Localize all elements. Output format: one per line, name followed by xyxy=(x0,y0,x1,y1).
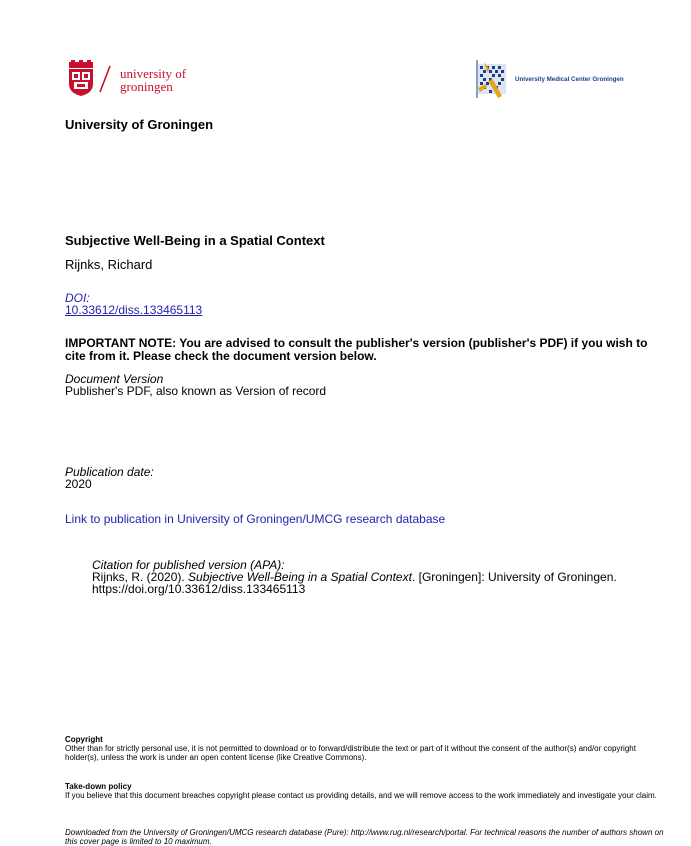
rug-logo-line1: university of xyxy=(120,66,187,81)
citation-text xyxy=(92,571,652,595)
takedown-text: If you believe that this document breaches copyright please contact us providing details, and we will remove access to the work immediately and investigate your claim. xyxy=(65,791,657,800)
umcg-logo-text: University Medical Center Groningen xyxy=(515,76,624,83)
copyright-text: Other than for strictly personal use, it is not permitted to download or to forward/distribute the text or part of it without the consent of the author(s) and/or copyright holder(s), unless the work is under an open content license (like Creative Commons). xyxy=(65,744,636,762)
citation-publisher: . [Groningen]: University of Groningen. xyxy=(411,570,617,584)
download-footer: Downloaded from the University of Groningen/UMCG research database (Pure): http://www.rug.nl/research/portal. For technical reasons the number of authors shown on this cover page is limited to 10 maximum. xyxy=(65,828,664,846)
rug-slash-icon xyxy=(98,64,112,94)
document-title: Subjective Well-Being in a Spatial Context xyxy=(65,233,325,248)
citation-title: Subjective Well-Being in a Spatial Context xyxy=(188,570,412,584)
publication-date-label: Publication date: xyxy=(65,465,154,479)
rug-logo-line2: groningen xyxy=(120,79,173,94)
document-version-label: Document Version xyxy=(65,372,164,386)
copyright-heading: Copyright xyxy=(65,735,103,744)
publication-date-value: 2020 xyxy=(65,477,92,491)
citation-doi-url: https://doi.org/10.33612/diss.133465113 xyxy=(92,582,306,596)
citation-author-year: Rijnks, R. (2020). xyxy=(92,570,189,584)
publication-database-link[interactable]: Link to publication in University of Groningen/UMCG research database xyxy=(65,512,446,526)
doi-link[interactable]: 10.33612/diss.133465113 xyxy=(65,303,203,317)
author-name: Rijnks, Richard xyxy=(65,257,153,272)
document-version-value: Publisher's PDF, also known as Version of record xyxy=(65,384,327,398)
rug-logo xyxy=(68,60,208,100)
institution-name: University of Groningen xyxy=(65,117,214,132)
takedown-heading: Take-down policy xyxy=(65,782,132,791)
rug-crest-icon xyxy=(68,60,94,96)
umcg-mark-icon xyxy=(474,58,510,100)
important-note: IMPORTANT NOTE: You are advised to consult the publisher's version (publisher's PDF) if you wish to cite from it. Please check the document version below. xyxy=(65,336,648,363)
citation-label: Citation for published version (APA): xyxy=(92,558,285,572)
doi-label: DOI: xyxy=(65,291,90,305)
umcg-logo xyxy=(474,58,634,102)
